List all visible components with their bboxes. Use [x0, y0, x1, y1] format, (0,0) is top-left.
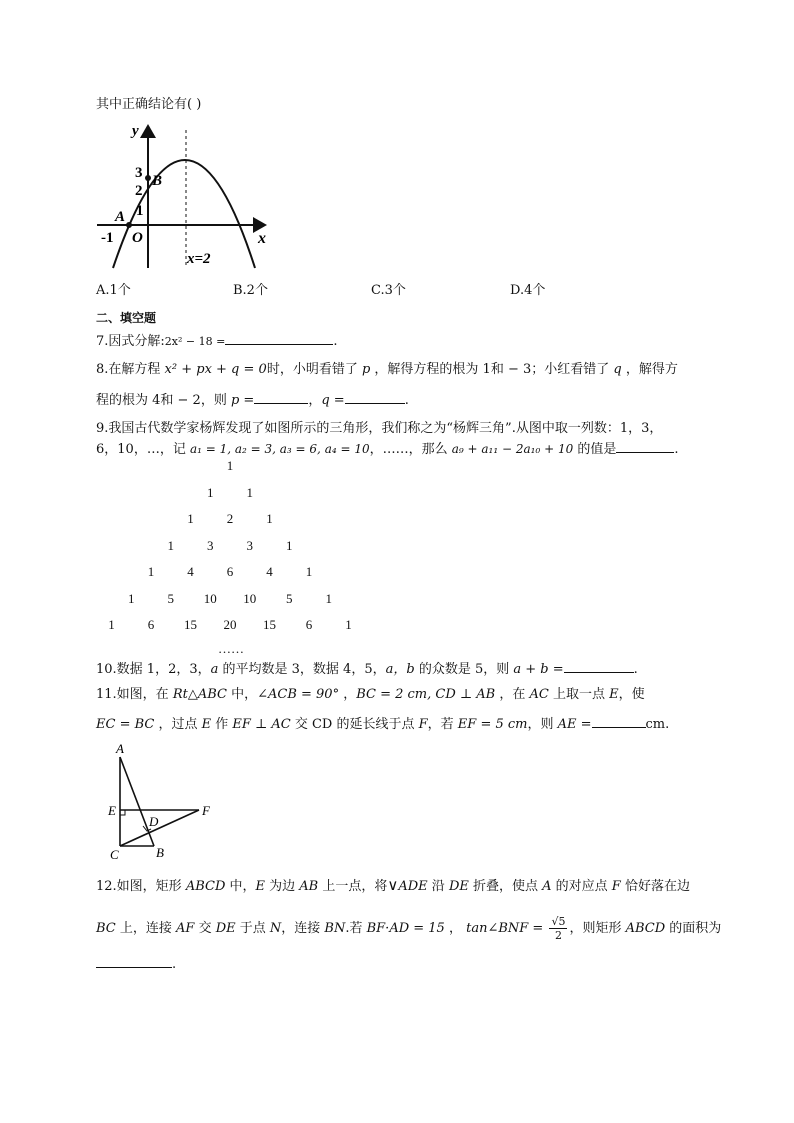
triangle-number: 4 — [187, 564, 194, 579]
option-c: C.3个 — [371, 283, 406, 298]
triangle-number: 1 — [187, 511, 194, 526]
triangle-number: 5 — [286, 590, 293, 606]
fraction: $\frac{√5}{2}$ — [551, 915, 566, 942]
parabola-graph — [95, 118, 285, 273]
question-11-line1: 11.如图，在 Rt△ABC 中，∠ACB = 90° ，BC = 2 cm, CD ⊥ AB ，在 AC 上取一点 E，使 — [96, 687, 645, 702]
question-9-line2: 6，10，…，记 a₁ = 1, a₂ = 3, a₃ = 6, a₄ = 10，……，那么 a₉ + a₁₁ − 2a₁₀ + 10 的值是 . — [96, 442, 679, 457]
option-d: D.4个 — [510, 283, 546, 298]
point-b — [145, 175, 151, 181]
triangle-number: 6 — [226, 564, 234, 579]
tick-minus1: -1 — [101, 230, 114, 246]
b-label: B — [152, 173, 163, 189]
question-7: 7.因式分解:2x² − 18 = . — [96, 334, 338, 349]
triangle-number: 10 — [243, 590, 257, 606]
triangle-number: 1 — [286, 537, 293, 553]
a-label: A — [115, 209, 126, 225]
question-12-line3: . — [96, 955, 176, 973]
triangle-number: 1 — [108, 617, 115, 632]
question-9-line1: 9.我国古代数学家杨辉发现了如图所示的三角形，我们称之为“杨辉三角”.从图中取一列数：1，3， — [96, 421, 663, 436]
triangle-number: 1 — [345, 617, 352, 632]
triangle-number: 10 — [203, 590, 217, 606]
svg-text:F: F — [202, 803, 210, 818]
question-10: 10.数据 1，2，3，a 的平均数是 3，数据 4，5，a，b 的众数是 5，则 a + b = . — [96, 662, 638, 677]
svg-text:C: C — [110, 847, 119, 862]
triangle-number: 1 — [325, 590, 332, 606]
y-label: y — [132, 123, 139, 139]
triangle-number: 1 — [246, 484, 253, 500]
svg-text:B: B — [156, 845, 164, 860]
triangle-number: 5 — [167, 590, 174, 606]
option-b: B.2个 — [233, 283, 268, 298]
triangle-number: 1 — [266, 511, 273, 526]
origin-label: O — [132, 230, 143, 246]
triangle-number: 4 — [266, 564, 273, 579]
triangle-number: 1 — [207, 484, 214, 500]
tick-3: 3 — [135, 165, 143, 181]
x-label: x — [258, 230, 266, 247]
svg-text:E: E — [108, 803, 116, 818]
triangle-number: 1 — [167, 537, 174, 553]
triangle-number: 3 — [246, 537, 253, 553]
triangle-number: 15 — [184, 617, 197, 632]
point-a — [126, 222, 132, 228]
svg-text:D: D — [149, 814, 159, 829]
triangle-number: 6 — [147, 617, 155, 632]
question-8-line2: 程的根为 4和 − 2，则 p = ，q = . — [96, 393, 409, 408]
triangle-figure — [105, 742, 235, 862]
axis-label: x=2 — [187, 251, 211, 267]
option-a: A.1个 — [96, 283, 131, 298]
triangle-ellipsis: …… — [218, 641, 244, 656]
question-11-line2: EC = BC ，过点 E 作 EF ⊥ AC 交 CD 的延长线于点 F，若 EF = 5 cm，则 AE = cm. — [96, 717, 670, 732]
triangle-number: 2 — [226, 511, 234, 526]
triangle-number: 3 — [207, 537, 214, 553]
triangle-number: 20 — [223, 617, 237, 632]
tick-1: 1 — [136, 203, 144, 219]
section-heading: 二、填空题 — [96, 311, 157, 325]
triangle-number: 6 — [305, 617, 313, 632]
question-12-line2: BC 上，连接 AF 交 DE 于点 N，连接 BN.若 BF·AD = 15 ， tan∠BNF = $\frac{√5}{2}$ ，则矩形 ABCD 的面积为 — [96, 915, 722, 942]
triangle-number: 15 — [263, 617, 276, 632]
triangle-number: 1 — [226, 458, 234, 473]
triangle-number: 1 — [128, 590, 135, 606]
question-12-line1: 12.如图，矩形 ABCD 中，E 为边 AB 上一点，将∨ADE 沿 DE 折叠，使点 A 的对应点 F 恰好落在边 — [96, 876, 690, 894]
tick-2: 2 — [135, 183, 143, 199]
triangle-number: 1 — [305, 564, 313, 579]
question-8-line1: 8.在解方程 x² + px + q = 0时，小明看错了 p ，解得方程的根为 1和 − 3；小红看错了 q ，解得方 — [96, 362, 678, 377]
q6-intro: 其中正确结论有( ) — [96, 97, 202, 112]
triangle-number: 1 — [147, 564, 155, 579]
svg-text:A: A — [116, 741, 124, 756]
